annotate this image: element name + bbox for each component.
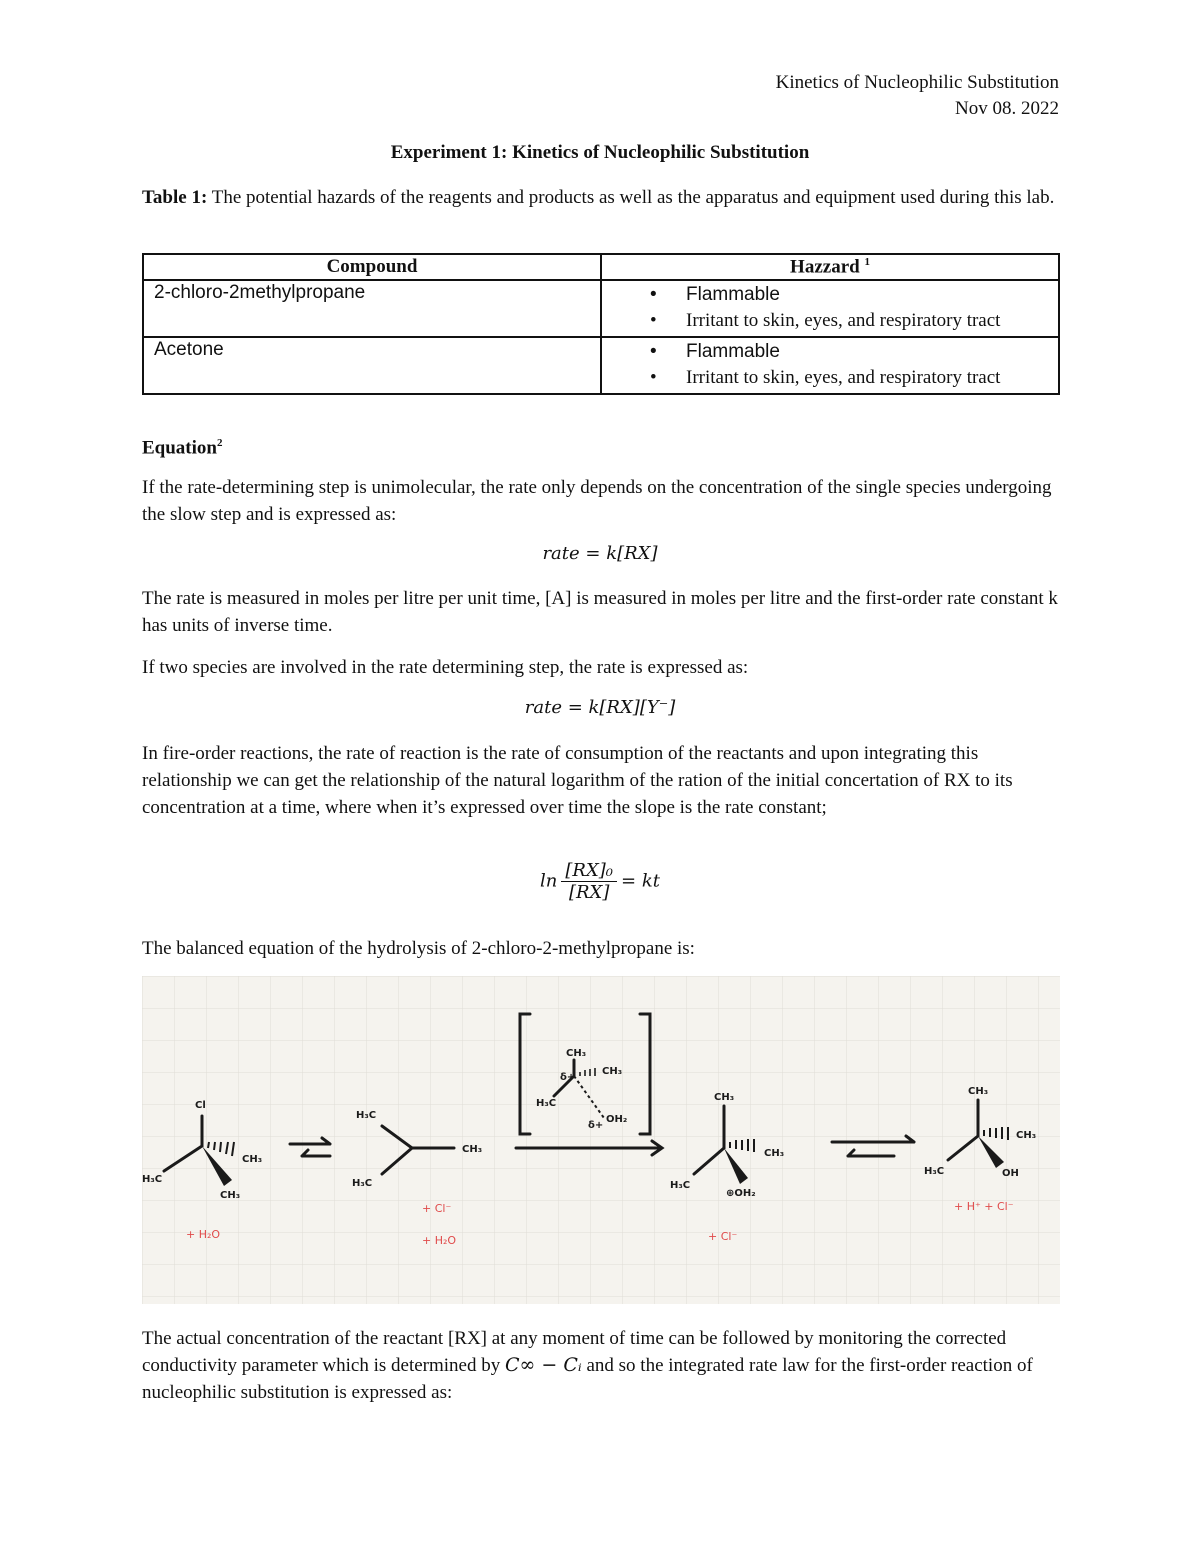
hydroxyl-label: OH xyxy=(1002,1168,1019,1179)
section-citation: 2 xyxy=(216,437,223,449)
methyl-label: H₃C xyxy=(536,1098,557,1109)
partial-charge-label: δ+ xyxy=(560,1072,576,1083)
header-title: Kinetics of Nucleophilic Substitution xyxy=(775,72,1059,93)
column-header-compound: Compound xyxy=(143,254,601,280)
equation-rate-bimolecular: rate = k[RX][Y⁻] xyxy=(524,697,676,718)
methyl-label: CH₃ xyxy=(602,1066,623,1077)
header-date: Nov 08. 2022 xyxy=(955,98,1059,119)
compound-cell: 2-chloro-2methylpropane xyxy=(143,280,601,337)
equation-rate-unimolecular: rate = k[RX] xyxy=(542,543,658,564)
table-header-row xyxy=(143,254,1059,280)
methyl-label: CH₃ xyxy=(220,1190,241,1201)
chloride-note: + Cl⁻ xyxy=(422,1202,452,1215)
partial-charge-label: δ+ xyxy=(588,1120,604,1131)
hazard-cell xyxy=(601,337,1059,394)
hazard-item: • Flammable xyxy=(686,282,1048,308)
concentration-ratio xyxy=(561,860,617,903)
paragraph-4: In fire-order reactions, the rate of reaction is the rate of consumption of the reactants and upon integrating this relationship we can get the relationship of the natural logarithm of the ration of the initial concertation of RX to its concentration at a time, where when it’s expressed over time the slope is the rate constant; xyxy=(142,743,1013,818)
chloride-note: + Cl⁻ xyxy=(708,1230,738,1243)
ratio-numerator: [RX]₀ xyxy=(561,860,617,882)
methyl-label: H₃C xyxy=(924,1166,945,1177)
hazard-item: • Irritant to skin, eyes, and respiratory tract xyxy=(686,308,1048,334)
table-row xyxy=(143,337,1059,394)
conductivity-expression: C∞ − Cᵢ xyxy=(505,1354,582,1376)
water-label: OH₂ xyxy=(606,1114,628,1125)
water-note: + H₂O xyxy=(422,1234,457,1247)
paragraph-6-start: The actual concentration of the reactant [RX] at any moment of time can be followed by monitoring the corrected conductivity parameter which is determined by xyxy=(142,1328,1007,1376)
hazard-item: • Flammable xyxy=(686,339,1048,365)
chloro-label: Cl xyxy=(195,1100,206,1111)
methyl-label: H₃C xyxy=(356,1110,377,1121)
methyl-label: CH₃ xyxy=(714,1092,735,1103)
methyl-label: CH₃ xyxy=(764,1148,785,1159)
hazard-list xyxy=(612,339,1048,391)
paragraph-5: The balanced equation of the hydrolysis of 2-chloro-2-methylpropane is: xyxy=(142,938,695,959)
hazards-table xyxy=(142,253,1060,395)
oxonium-label: ⊕OH₂ xyxy=(726,1188,756,1199)
paragraph-2: The rate is measured in moles per litre per unit time, [A] is measured in moles per litre and the first-order rate constant k has units of inverse time. xyxy=(142,588,1058,636)
methyl-label: H₃C xyxy=(142,1174,163,1185)
methyl-label: CH₃ xyxy=(242,1154,263,1165)
ln-term: ln xyxy=(540,870,558,892)
hazard-item: • Irritant to skin, eyes, and respiratory tract xyxy=(686,365,1048,391)
hazard-citation: 1 xyxy=(864,256,870,268)
column-header-hazard xyxy=(601,254,1059,280)
equation-integrated-rate-law xyxy=(0,860,1200,903)
mechanism-diagram xyxy=(142,976,1060,1304)
table-caption-text: The potential hazards of the reagents and products as well as the apparatus and equipment used during this lab. xyxy=(211,187,1055,208)
equation-rhs: = kt xyxy=(621,870,660,892)
methyl-label: CH₃ xyxy=(968,1086,989,1097)
methyl-label: CH₃ xyxy=(1016,1130,1037,1141)
paragraph-3: If two species are involved in the rate determining step, the rate is expressed as: xyxy=(142,657,749,678)
table-row xyxy=(143,280,1059,337)
table-caption-label: Table 1: xyxy=(142,187,208,208)
hazard-list xyxy=(612,282,1048,334)
methyl-label: H₃C xyxy=(352,1178,373,1189)
hazard-header-label: Hazzard xyxy=(790,256,860,278)
page-title: Experiment 1: Kinetics of Nucleophilic Substitution xyxy=(390,142,810,163)
compound-cell: Acetone xyxy=(143,337,601,394)
methyl-label: H₃C xyxy=(670,1180,691,1191)
methyl-label: CH₃ xyxy=(462,1144,483,1155)
paragraph-6 xyxy=(142,1325,1060,1406)
paragraph-6-end: and so the integrated rate law for the first-order reaction of nucleophilic substitution is expressed as: xyxy=(142,1355,1033,1403)
products-note: + H⁺ + Cl⁻ xyxy=(954,1200,1014,1213)
paragraph-1: If the rate-determining step is unimolecular, the rate only depends on the concentration of the single species undergoing the slow step and is expressed as: xyxy=(142,477,1052,525)
table-caption xyxy=(142,184,1060,211)
water-note: + H₂O xyxy=(186,1228,221,1241)
section-heading xyxy=(142,430,1060,461)
ratio-denominator: [RX] xyxy=(568,882,610,903)
running-header xyxy=(776,70,1059,122)
section-heading-text: Equation xyxy=(142,437,217,459)
hazard-cell xyxy=(601,280,1059,337)
grid-paper-background xyxy=(142,976,1060,1304)
methyl-label: CH₃ xyxy=(566,1048,587,1059)
